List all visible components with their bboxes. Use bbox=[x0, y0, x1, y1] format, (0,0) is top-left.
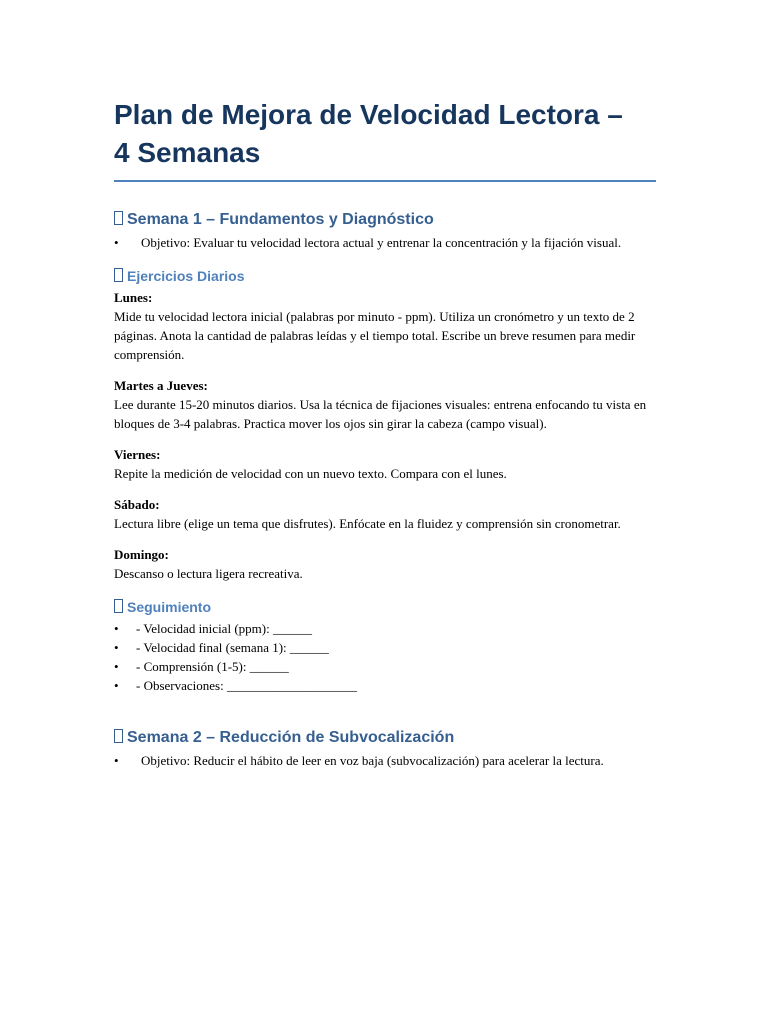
tracking-item: - Observaciones: ____________________ bbox=[136, 678, 357, 693]
tracking-heading bbox=[114, 598, 656, 616]
bullet-icon: • bbox=[114, 659, 119, 674]
day-label: Viernes: bbox=[114, 447, 161, 462]
day-block-tue-thu bbox=[114, 376, 656, 433]
document-title bbox=[114, 96, 656, 182]
day-text: Repite la medición de velocidad con un nuevo texto. Compara con el lunes. bbox=[114, 466, 507, 481]
week1-objective: Objetivo: Evaluar tu velocidad lectora actual y entrenar la concentración y la fijación visual. bbox=[141, 235, 622, 250]
tracking-item: - Velocidad inicial (ppm): ______ bbox=[136, 621, 312, 636]
day-text: Descanso o lectura ligera recreativa. bbox=[114, 566, 303, 581]
list-item bbox=[114, 676, 656, 695]
list-item bbox=[114, 751, 656, 770]
exercises-heading-text: Ejercicios Diarios bbox=[127, 268, 245, 284]
missing-glyph-icon bbox=[114, 729, 123, 743]
day-label: Martes a Jueves: bbox=[114, 378, 208, 393]
tracking-item: - Velocidad final (semana 1): ______ bbox=[136, 640, 329, 655]
week1-heading-text: Semana 1 – Fundamentos y Diagnóstico bbox=[127, 211, 434, 228]
tracking-item: - Comprensión (1-5): ______ bbox=[136, 659, 289, 674]
day-text: Lectura libre (elige un tema que disfrutes). Enfócate en la fluidez y comprensión sin cronometrar. bbox=[114, 516, 621, 531]
bullet-icon: • bbox=[114, 678, 119, 693]
week1-heading bbox=[114, 210, 656, 230]
bullet-icon: • bbox=[114, 753, 119, 768]
list-item bbox=[114, 233, 656, 252]
week2-heading bbox=[114, 728, 656, 748]
day-block-saturday bbox=[114, 495, 656, 533]
document-title-line-1: Plan de Mejora de Velocidad Lectora – bbox=[114, 99, 623, 130]
day-text: Mide tu velocidad lectora inicial (palabras por minuto - ppm). Utiliza un cronómetro y un texto de 2 páginas. Anota la cantidad de palabras leídas y el tiempo total. Escribe un breve resumen para medir comprensión. bbox=[114, 309, 636, 362]
week1-objective-list bbox=[114, 233, 656, 252]
bullet-icon: • bbox=[114, 235, 119, 250]
missing-glyph-icon bbox=[114, 599, 123, 613]
list-item bbox=[114, 619, 656, 638]
list-item bbox=[114, 638, 656, 657]
day-text: Lee durante 15-20 minutos diarios. Usa la técnica de fijaciones visuales: entrena enfocando tu vista en bloques de 3-4 palabras. Practica mover los ojos sin girar la cabeza (campo visual). bbox=[114, 397, 647, 431]
missing-glyph-icon bbox=[114, 211, 123, 225]
tracking-list bbox=[114, 619, 656, 695]
day-block-friday bbox=[114, 445, 656, 483]
tracking-heading-text: Seguimiento bbox=[127, 599, 212, 615]
list-item bbox=[114, 657, 656, 676]
missing-glyph-icon bbox=[114, 268, 123, 282]
week2-objective: Objetivo: Reducir el hábito de leer en voz baja (subvocalización) para acelerar la lectura. bbox=[141, 753, 604, 768]
document-page bbox=[114, 96, 656, 770]
day-block-monday bbox=[114, 288, 656, 364]
week2-heading-text: Semana 2 – Reducción de Subvocalización bbox=[127, 729, 455, 746]
exercises-heading bbox=[114, 267, 656, 285]
day-label: Sábado: bbox=[114, 497, 160, 512]
bullet-icon: • bbox=[114, 621, 119, 636]
day-label: Lunes: bbox=[114, 290, 153, 305]
week2-objective-list bbox=[114, 751, 656, 770]
day-label: Domingo: bbox=[114, 547, 169, 562]
bullet-icon: • bbox=[114, 640, 119, 655]
day-block-sunday bbox=[114, 545, 656, 583]
document-title-line-2: 4 Semanas bbox=[114, 137, 261, 168]
